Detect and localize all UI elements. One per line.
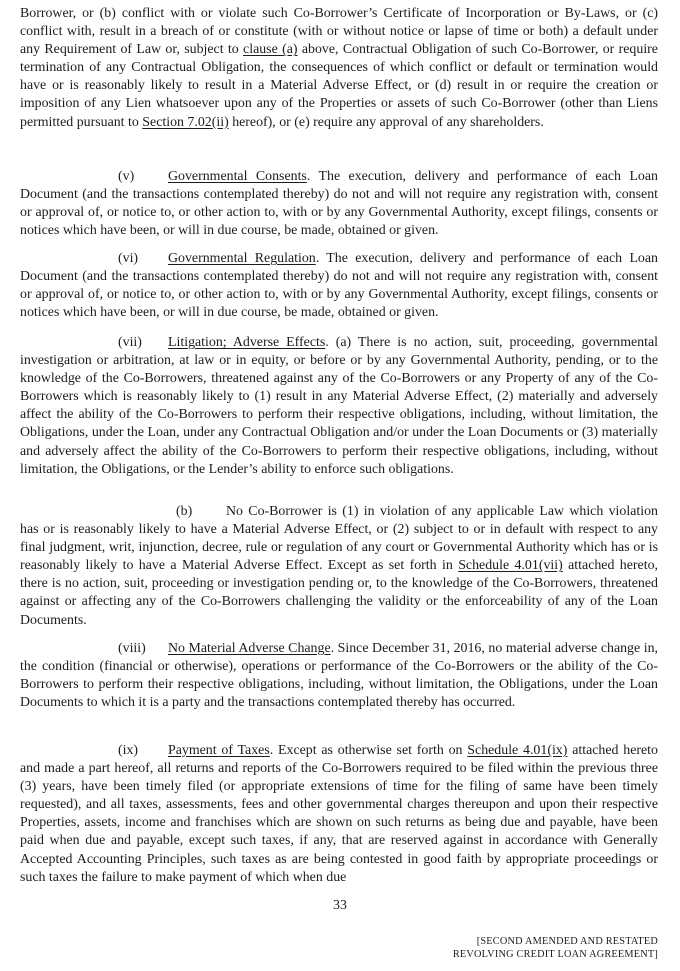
section-litigation-b — [20, 503, 658, 630]
section-heading: Payment of Taxes — [168, 743, 270, 758]
section-heading: Governmental Consents — [168, 169, 307, 184]
paragraph-text: Borrower, or (b) conflict with or violate such Co-Borrower’s Certificate of Incorporation or By-Laws, or (c) conflict with, result in a breach of or constitute (with or without notice or lapse of time or both) a default under any Requirement of Law or, subject to — [20, 6, 658, 58]
section-body: . (a) There is no action, suit, proceeding, governmental investigation or arbitration, at law or in equity, or before or by any Governmental Authority, pending, or to the knowledge of the Co-Borrowers, threatened against any of the Co-Borrowers or any Property of any of the Co-Borrowers which is reasonably likely to (1) result in any Material Adverse Effect, (2) materially and adversely affect the ability of the Co-Borrowers to perform their respective obligations, including, without limitation, the Obligations, under the Loan, under any Contractual Obligation and/or under the Loan Documents or (3) materially and adversely affect the ability of the Co-Borrowers to perform their respective obligations, including, without limitation, the Obligations, or the Lender’s ability to enforce such obligations. — [20, 335, 659, 477]
section-heading: Governmental Regulation — [168, 251, 316, 266]
section-body: No Co-Borrower is (1) in violation of any applicable Law which violation has or is reasonably likely to have a Material Adverse Effect, or (2) subject to or in default with respect to any final judgment, writ, injunction, decree, rule or regulation of any court or Governmental Authority which has or is reasonably likely to have a Material Adverse Effect. Except as set forth in — [20, 504, 658, 574]
schedule-reference: Schedule 4.01(ix) — [467, 743, 568, 758]
document-footer — [453, 935, 658, 961]
section-body: attached hereto, there is no action, suit, proceeding or investigation pending or, to the knowledge of the Co-Borrowers, threatened against or affecting any of the Co-Borrowers challenging the validity or the enforceability of any of the Loan Documents. — [20, 558, 658, 628]
section-governmental-regulation — [20, 250, 658, 322]
section-payment-of-taxes — [20, 742, 658, 887]
section-no-material-adverse-change — [20, 640, 658, 712]
section-number: (b) — [176, 504, 193, 519]
footer-line: REVOLVING CREDIT LOAN AGREEMENT] — [452, 949, 658, 960]
section-number: (ix) — [118, 743, 139, 758]
section-number: (vii) — [118, 335, 142, 350]
section-body: attached hereto and made a part hereof, all returns and reports of the Co-Borrowers required to be filed within the previous three (3) years, have been timely filed (or appropriate extensions of time for the filing of same have been timely requested), and all taxes, assessments, fees and other governmental charges thereupon and upon their respective Properties, assets, income and franchises which are shown on such returns as being due and payable, have been paid when due and payable, except such taxes, if any, that are reserved against in accordance with Generally Accepted Accounting Principles, such taxes as are being contested in good faith by appropriate proceedings or such taxes the failure to make payment of which when due — [20, 743, 658, 885]
paragraph-text: above, Contractual Obligation of such Co-Borrower, or require termination of any Contractual Obligation, the consequences of which conflict or default or termination would have or is reasonably likely to result in a Material Adverse Effect, or (d) result in or require the creation or imposition of any Lien whatsoever upon any of the Properties or assets of such Co-Borrower (other than Liens permitted pursuant to — [20, 42, 658, 130]
section-litigation — [20, 334, 658, 479]
paragraph-continuation — [20, 5, 658, 132]
section-heading: Litigation; Adverse Effects — [168, 335, 326, 350]
section-body: . Since December 31, 2016, no material adverse change in, the condition (financial or otherwise), operations or performance of the Co-Borrowers or the ability of the Co-Borrowers to perform their respective obligations, including, without limitation, the Obligations, under the Loan Documents to which it is a party and the transactions contemplated thereby has occurred. — [20, 641, 658, 711]
section-number: (v) — [118, 169, 135, 184]
section-heading: No Material Adverse Change — [168, 641, 331, 656]
section-number: (viii) — [118, 641, 146, 656]
clause-reference: clause (a) — [243, 42, 298, 58]
paragraph-text: hereof), or (e) require any approval of any shareholders. — [228, 114, 544, 130]
section-body: . Except as otherwise set forth on — [269, 743, 468, 758]
section-governmental-consents — [20, 168, 658, 240]
section-reference: Section 7.02(ii) — [142, 114, 229, 130]
section-body: . The execution, delivery and performance of each Loan Document (and the transactions contemplated thereby) do not and will not require any registration with, consent or approval of, or notice to, or other action to, with or by any Governmental Authority, except filings, consents or notices which have been, or will in due course, be made, obtained or given. — [20, 169, 658, 239]
page-number: 33 — [333, 898, 347, 913]
schedule-reference: Schedule 4.01(vii) — [458, 558, 563, 574]
section-number: (vi) — [118, 251, 139, 266]
footer-line: [SECOND AMENDED AND RESTATED — [476, 936, 658, 947]
section-body: . The execution, delivery and performance of each Loan Document (and the transactions contemplated thereby) do not and will not require any registration with, consent or approval of, or notice to, or other action to, with or by any Governmental Authority, except filings, consents or notices which have been, or will in due course, be made, obtained or given. — [20, 251, 658, 321]
